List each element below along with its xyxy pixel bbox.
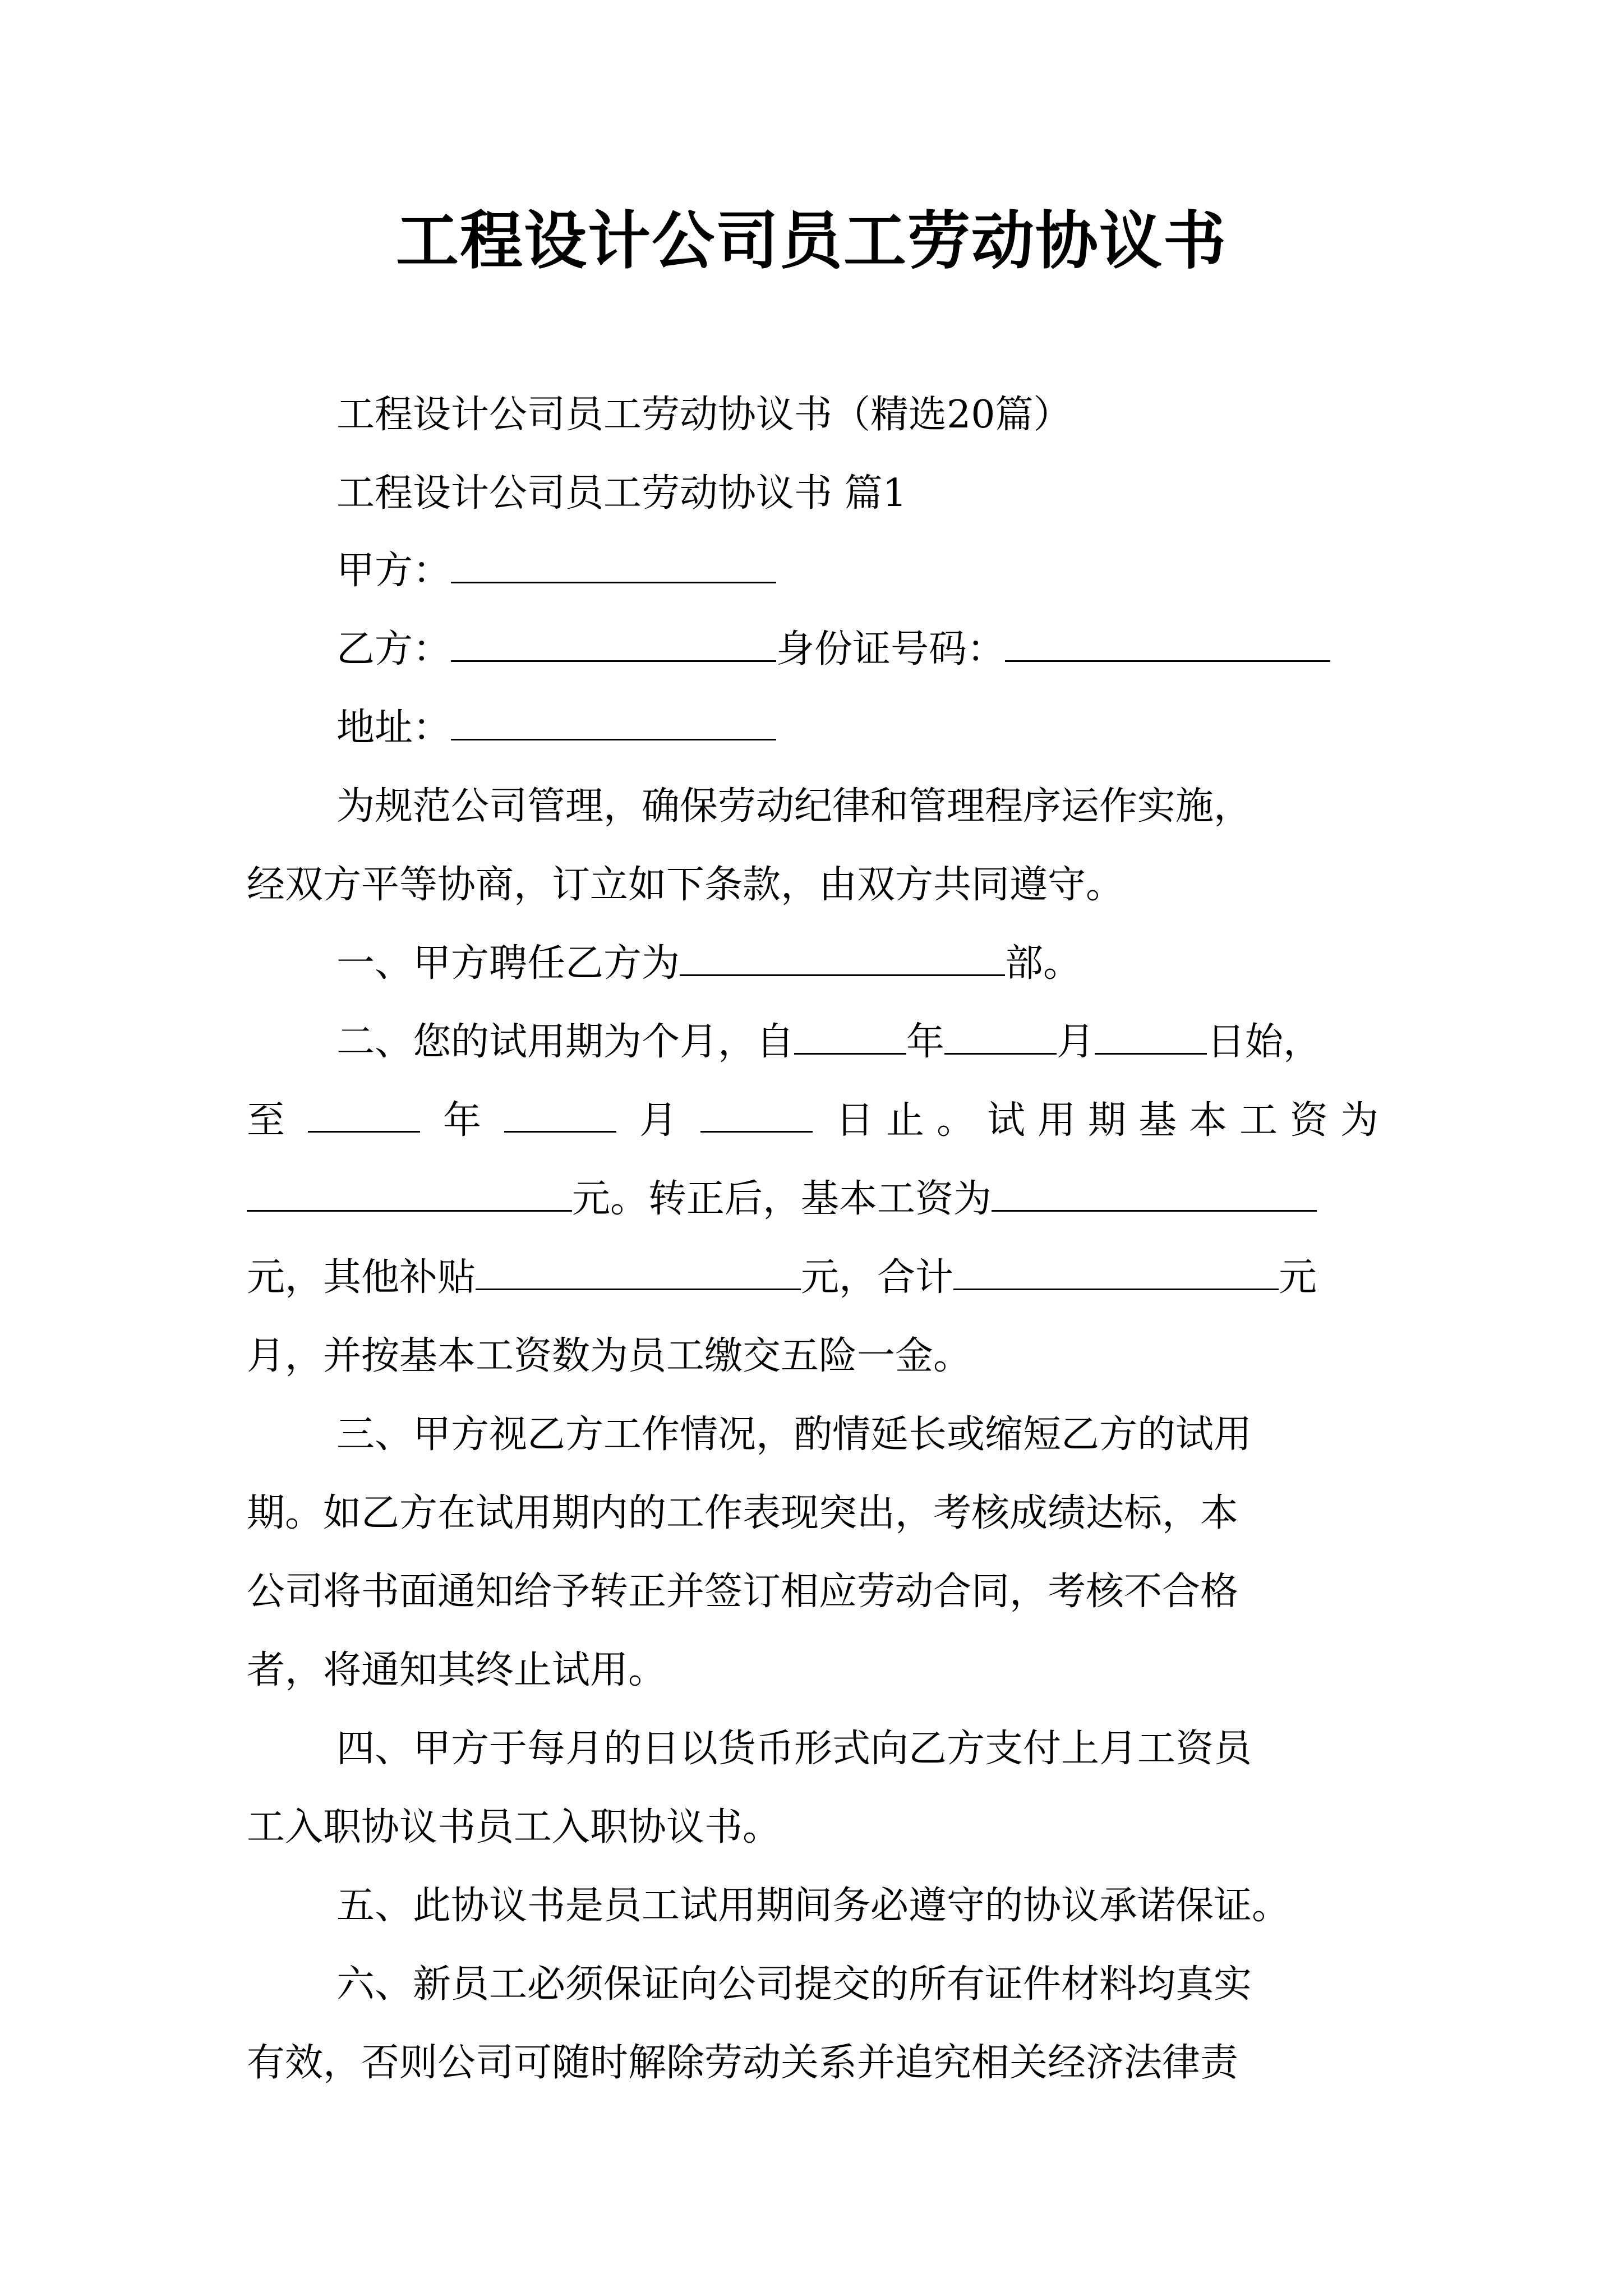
allowance-blank (476, 1250, 801, 1290)
party-a-blank (451, 544, 776, 583)
party-b-row (336, 622, 1330, 678)
clause-6-line: 六、新员工必须保证向公司提交的所有证件材料均真实 (336, 1962, 1252, 2007)
party-a-row (336, 543, 776, 599)
clause-6-line: 有效，否则公司可随时解除劳动关系并追究相关经济法律责 (247, 2041, 1239, 2085)
clause-2-line (247, 1171, 1317, 1227)
clause-2-text: 二、您的试用期为个月，自 (336, 1020, 795, 1064)
department-blank (680, 936, 1005, 976)
clause-2-line (336, 1014, 1321, 1070)
intro-paragraph-line: 为规范公司管理，确保劳动纪律和管理程序运作实施， (336, 784, 1252, 829)
document-subtitle: 工程设计公司员工劳动协议书（精选20篇） (336, 393, 1072, 437)
clause-3-line: 者，将通知其终止试用。 (247, 1648, 667, 1692)
clause-4-line: 工入职协议书员工入职协议书。 (247, 1805, 781, 1849)
party-a-label: 甲方： (336, 549, 451, 593)
total-blank (953, 1250, 1279, 1290)
to-label: 至 (247, 1098, 285, 1143)
clause-3-line: 三、甲方视乙方工作情况，酌情延长或缩短乙方的试用 (336, 1412, 1252, 1457)
start-year-blank (794, 1015, 906, 1055)
base-salary-blank (992, 1172, 1317, 1212)
end-month-blank (504, 1093, 616, 1133)
start-day-blank (1095, 1015, 1207, 1055)
end-year-blank (308, 1093, 420, 1133)
clause-2-line (247, 1250, 1317, 1306)
month-label: 月 (639, 1098, 677, 1143)
total-text: 元，合计 (801, 1255, 954, 1300)
address-row (336, 700, 776, 756)
clause-3-line: 公司将书面通知给予转正并签订相应劳动合同，考核不合格 (247, 1570, 1239, 1614)
clause-3-line: 期。如乙方在试用期内的工作表现突出，考核成绩达标，本 (247, 1491, 1239, 1535)
clause-4-line: 四、甲方于每月的日以货币形式向乙方支付上月工资员 (336, 1727, 1252, 1771)
clause-2-line (247, 1093, 1391, 1149)
clause-1-text: 一、甲方聘任乙方为 (336, 941, 680, 986)
section-heading: 工程设计公司员工劳动协议书 篇1 (336, 471, 907, 516)
clause-1-suffix: 部。 (1005, 941, 1082, 986)
clause-2-line: 月，并按基本工资数为员工缴交五险一金。 (247, 1334, 972, 1378)
document-title: 工程设计公司员工劳动协议书 (396, 204, 1227, 278)
address-label: 地址： (336, 706, 451, 750)
year-label: 年 (442, 1098, 481, 1143)
id-number-blank (1005, 622, 1330, 662)
year-label: 年 (906, 1020, 945, 1064)
clause-5-line: 五、此协议书是员工试用期间务必遵守的协议承诺保证。 (336, 1884, 1290, 1928)
start-label: 日始， (1207, 1020, 1322, 1064)
end-day-blank (700, 1093, 813, 1133)
other-allowance-text: 元，其他补贴 (247, 1255, 476, 1300)
month-label: 月 (1057, 1020, 1095, 1064)
party-b-blank (451, 622, 776, 662)
address-blank (451, 701, 776, 740)
id-number-label: 身份证号码： (776, 627, 1006, 671)
clause-1 (336, 936, 1081, 992)
yuan-label: 元 (1279, 1255, 1317, 1300)
salary-after-text: 元。转正后，基本工资为 (572, 1177, 992, 1221)
intro-paragraph-line: 经双方平等协商，订立如下条款，由双方共同遵守。 (247, 863, 1124, 907)
start-month-blank (944, 1015, 1057, 1055)
probation-salary-blank (247, 1172, 572, 1212)
party-b-label: 乙方： (336, 627, 451, 671)
end-day-text: 日止。试用期基本工资为 (835, 1098, 1391, 1143)
